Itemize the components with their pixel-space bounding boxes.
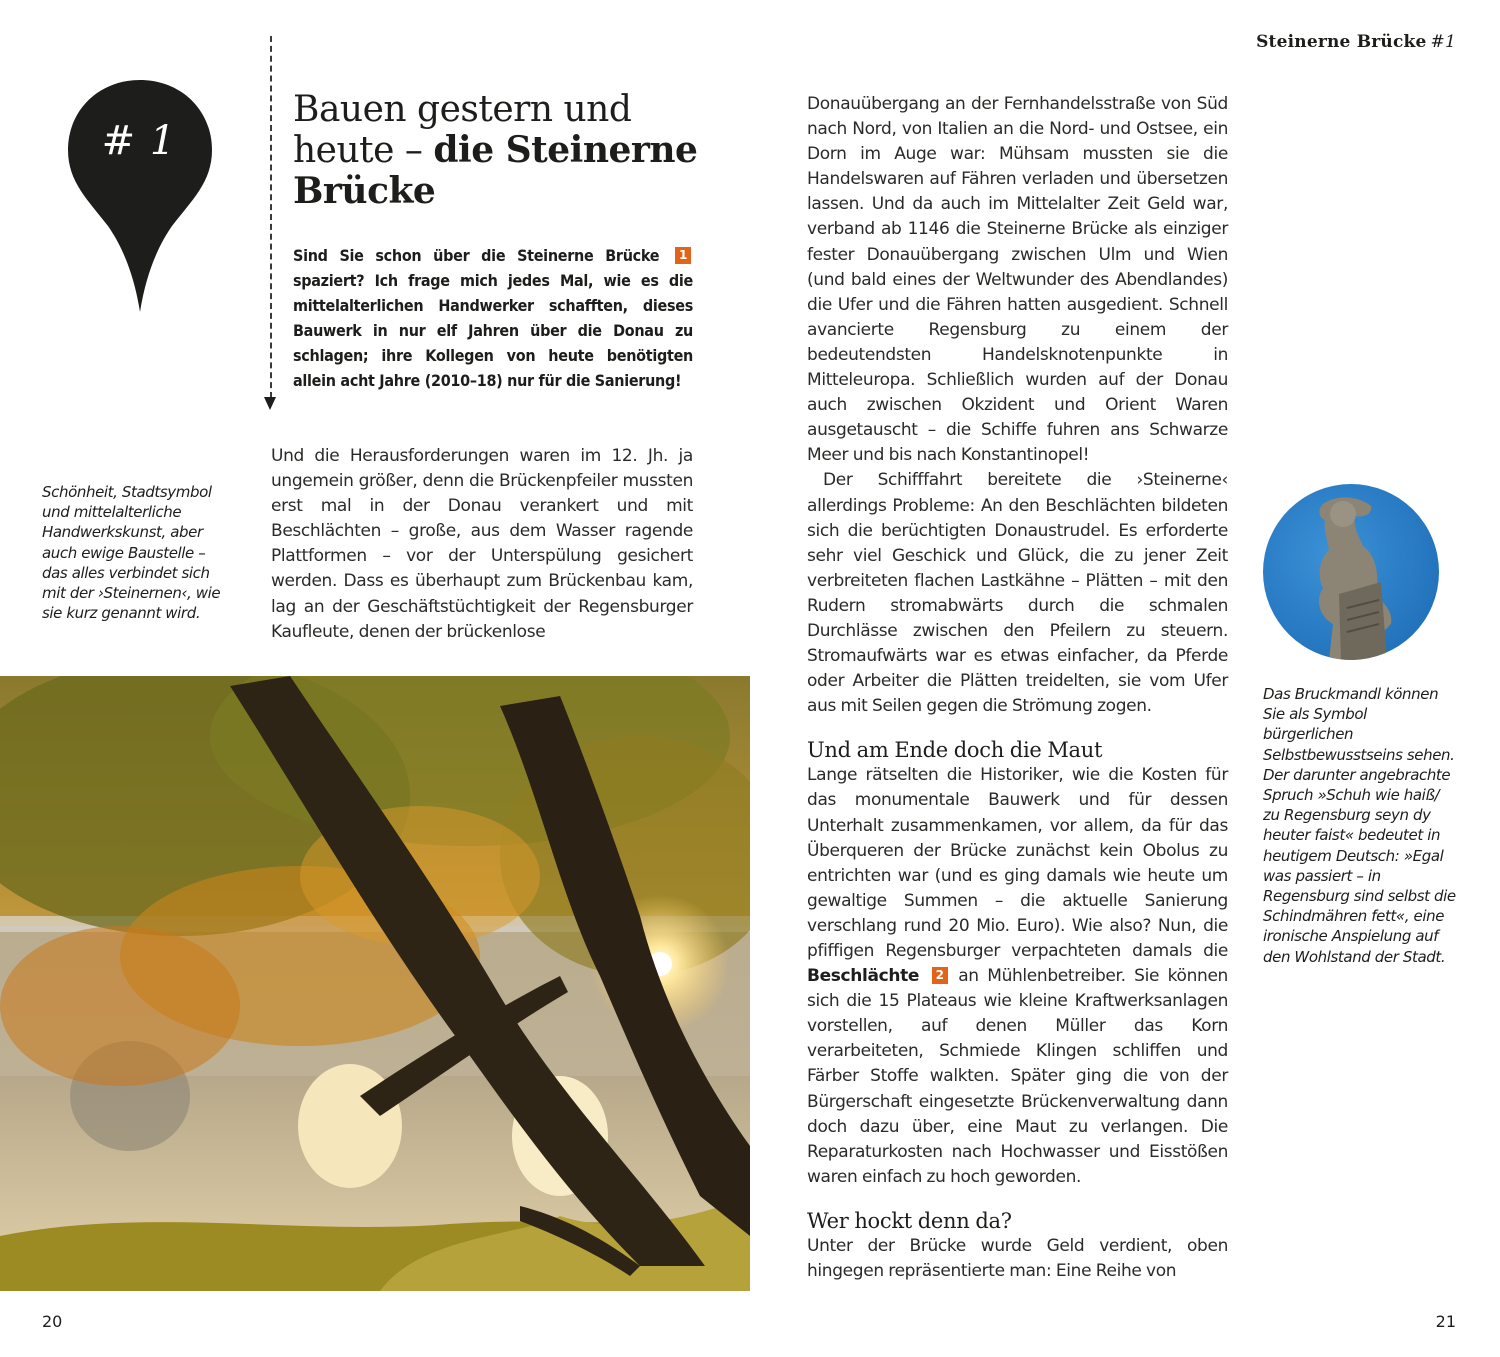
lead-part-2: spaziert? Ich frage mich jedes Mal, wie es die mittelalterlichen Handwerker schafften, dieses Bauwerk in nur elf Jahren über die Donau zu schlagen; ihre Kollegen von heute benötigten allein acht Jahre (2010–18) nur für die Sanierung! [293, 271, 693, 390]
paragraph-3-part-b: an Mühlenbetreiber. Sie können sich die 15 Plateaus wie kleine Kraftwerksanlagen vorstellen, auf denen Müller das Korn verarbeiteten, Schmiede Klingen schliffen und Färber Stoffe walkten. Später ging die von der Bürgerschaft eingesetzte Brückenverwaltung dann doch dazu über, eine Maut zu verlangen. Die Reparaturkosten nach Hochwasser und Eisstößen waren einfach zu hoch geworden. [807, 966, 1228, 1187]
pin-number-label: # 1 [101, 118, 177, 164]
photo-bruckmandl-statue [1263, 484, 1439, 660]
subheading-maut: Und am Ende doch die Maut [807, 738, 1103, 763]
arrow-down-icon [264, 397, 276, 410]
map-marker-badge-1: 1 [675, 247, 691, 264]
running-header-hash: #1 [1430, 32, 1456, 52]
running-header-title: Steinerne Brücke [1256, 32, 1427, 52]
lead-paragraph [293, 243, 693, 393]
paragraph-1: Donauübergang an der Fernhandelsstraße von Süd nach Nord, von Italien an die Nord- und Ostsee, ein Dorn im Auge war: Mühsam mussten sie die Handelswaren auf Fähren verladen und übersetzen lassen. Und da auch im Mittelalter Zeit Geld war, verband ab 1146 die Steinerne Brücke als einziger fester Donauübergang zwischen Ulm und Wien (und bald eines der Weltwunder des Abendlandes) die Ufer und die Fähren hatten ausgedient. Schnell avancierte Regensburg zu einem der bedeutendsten Handelsknotenpunkte in Mitteleuropa. Schließlich wurden auf der Donau auch zwischen Okzident und Orient Waren ausgetauscht – die Schiffe fuhren ans Schwarze Meer und bis nach Konstantinopel! [807, 94, 1228, 466]
page-number-right: 21 [1435, 1312, 1456, 1331]
page-number-left: 20 [42, 1312, 63, 1331]
map-pin-icon [66, 78, 214, 314]
paragraph-4: Unter der Brücke wurde Geld verdient, oben hingegen repräsentierte man: Eine Reihe von [807, 1235, 1228, 1282]
map-marker-badge-2: 2 [932, 967, 948, 984]
body-column-2 [807, 92, 1228, 1284]
beschlaechte-term: Beschlächte [807, 966, 920, 987]
article-title [293, 90, 713, 212]
paragraph-3 [807, 763, 1228, 1190]
running-header [1256, 32, 1456, 52]
paragraph-2: Der Schifffahrt bereitete die ›Steinerne‹ allerdings Probleme: An den Beschlächten bildeten sich die berüchtigten Donaustrudel. Es erforderte sehr viel Geschick und Glück, die zu jener Zeit verbreiteten flachen Lastkähne – Plätten – mit den Rudern stromabwärts durch die schmalen Durchlässe zwischen den Pfeilern zu steuern. Stromaufwärts war es etwas einfacher, da Pferde oder Arbeiter die Plätten treidelten, sie vom Ufer aus mit Seilen gegen die Strömung zogen. [807, 470, 1228, 717]
paragraph-3-part-a: Lange rätselten die Historiker, wie die Kosten für das monumentale Bauwerk und für dessen Unterhalt zusammenkamen, vor allem, da für das Überqueren der Brücke zunächst kein Obolus zu entrichten war (und es ging damals wie heute um gewaltige Summen – die aktuelle Sanierung verschlang rund 20 Mio. Euro). Wie also? Nun, die pfiffigen Regensburger verpachteten damals die [807, 765, 1228, 961]
title-bold: die Steinerne Brücke [293, 129, 698, 212]
lead-part-1: Sind Sie schon über die Steinerne Brücke [293, 246, 660, 265]
caption-left: Schönheit, Stadtsymbol und mittelalterliche Handwerkskunst, aber auch ewige Baustelle – das alles verbindet sich mit der ›Steinernen‹, wie sie kurz genannt wird. [42, 483, 221, 623]
photo-tree-bridge-sunrise [0, 676, 750, 1291]
caption-right: Das Bruckmandl können Sie als Symbol bürgerlichen Selbstbewusstseins sehen. Der darunter angebrachte Spruch »Schuh wie haiß/ zu Regensburg seyn dy heuter faist« bedeutet in heutigem Deutsch: »Egal was passiert – in Regensburg sind selbst die Schindmähren fett«, eine ironische Anspielung auf den Wohlstand der Stadt. [1263, 685, 1456, 966]
title-normal: Bauen gestern und heute – [293, 89, 632, 171]
body-column-1: Und die Herausforderungen waren im 12. Jh. ja ungemein größer, denn die Brückenpfeiler mussten erst mal in der Donau verankert und mit Beschlächten – große, aus dem Wasser ragende Plattformen – vor der Unterspülung gesichert werden. Dass es überhaupt zum Brückenbau kam, lag an der Geschäftstüchtigkeit der Regensburger Kaufleute, denen der brückenlose [271, 446, 693, 642]
subheading-wer-hockt: Wer hockt denn da? [807, 1208, 1012, 1233]
dashed-divider [270, 36, 272, 398]
